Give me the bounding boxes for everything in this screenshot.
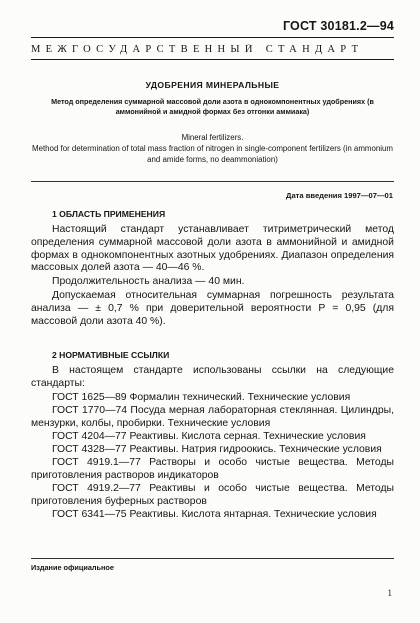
reference-item: ГОСТ 4919.2—77 Реактивы и особо чистые вещества. Методы приготовления буферных растворов <box>31 483 394 507</box>
introduction-date: Дата введения 1997—07—01 <box>286 191 393 200</box>
header-rule-bottom <box>31 59 394 60</box>
duration-paragraph: Продолжительность анализа — 40 мин. <box>52 276 245 287</box>
gost-code: ГОСТ 30181.2—94 <box>282 19 394 33</box>
footer-rule <box>31 558 394 559</box>
english-description: Method for determination of total mass fraction of nitrogen in single-component fertilizers (in ammonium and amide forms, no deammoniation) <box>32 144 393 164</box>
reference-item: ГОСТ 4919.1—77 Растворы и особо чистые вещества. Методы приготовления растворов индикаторов <box>31 457 394 481</box>
document-title: УДОБРЕНИЯ МИНЕРАЛЬНЫЕ <box>145 80 280 90</box>
reference-item: ГОСТ 4328—77 Реактивы. Натрия гидроокись. Технические условия <box>52 444 382 456</box>
reference-item: ГОСТ 1625—89 Формалин технический. Технические условия <box>52 392 351 403</box>
title-divider <box>31 181 394 182</box>
references-intro: В настоящем стандарте использованы ссылки на следующие стандарты: <box>31 365 394 389</box>
reference-item: ГОСТ 6341—75 Реактивы. Кислота янтарная. Технические условия <box>52 508 377 520</box>
english-title: Mineral fertilizers. <box>181 133 244 142</box>
section-heading-scope: 1 ОБЛАСТЬ ПРИМЕНЕНИЯ <box>52 209 166 219</box>
page-number: 1 <box>387 588 392 598</box>
section-heading-references: 2 НОРМАТИВНЫЕ ССЫЛКИ <box>52 350 170 360</box>
document-subtitle: Метод определения суммарной массовой доли азота в однокомпонентных удобрениях (в аммонийной и амидной формах без отгонки аммиака) <box>51 97 374 116</box>
official-edition-label: Издание официальное <box>31 563 114 572</box>
reference-item: ГОСТ 4204—77 Реактивы. Кислота серная. Технические условия <box>52 430 366 442</box>
scope-paragraph: Настоящий стандарт устанавливает титриметрический метод определения суммарной массовой доли азота в аммонийной и амидной формах в однокомпонентных азотных удобрениях. Диапазон определения массовых долей азота — 40—46 %. <box>31 224 394 274</box>
standard-type-heading: МЕЖГОСУДАРСТВЕННЫЙ СТАНДАРТ <box>31 44 364 55</box>
accuracy-paragraph: Допускаемая относительная суммарная погрешность результата анализа — ± 0,7 % при доверительной вероятности P = 0,95 (для массовой доли азота 40 %). <box>31 290 394 327</box>
reference-list <box>31 392 394 522</box>
header-rule <box>31 37 394 38</box>
reference-item: ГОСТ 1770—74 Посуда мерная лабораторная стеклянная. Цилиндры, мензурки, колбы, пробирки. Технические условия <box>31 405 394 429</box>
